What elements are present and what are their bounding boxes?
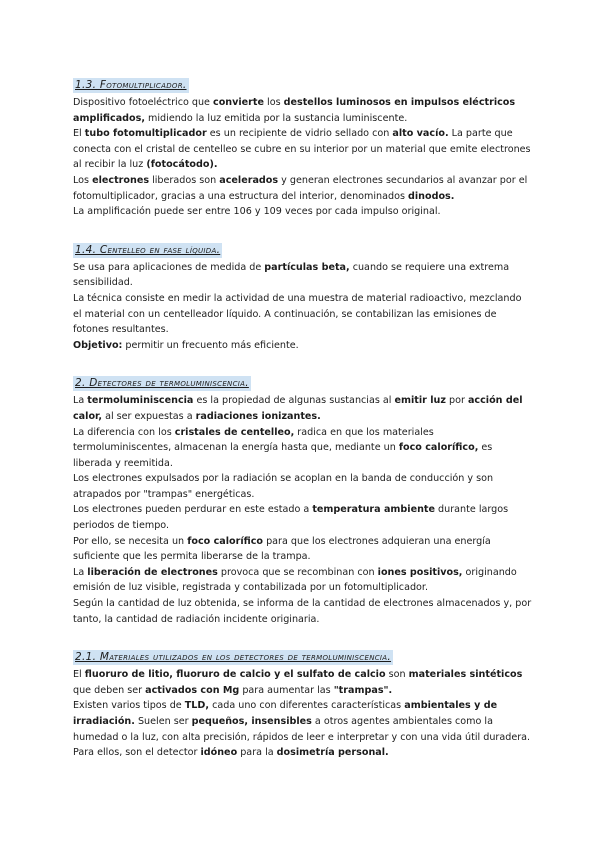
section-heading: 1.4. Centelleo en fase líquida. bbox=[75, 243, 221, 256]
text-run: cada uno con diferentes características bbox=[209, 700, 405, 712]
bold-text: pequeños, insensibles bbox=[191, 716, 312, 727]
bold-text: activados con Mg bbox=[145, 684, 240, 696]
text-run: Existen varios tipos de bbox=[73, 700, 185, 712]
text-run: a otros agentes ambientales como la humedad o la luz, con alta precisión, rápidos de leer e interpretar y con una vida útil duradera. Para ellos, son el detector bbox=[73, 716, 531, 759]
paragraph bbox=[73, 502, 533, 533]
text-run: y generan electrones secundarios al avanzar por el fotomultiplicador, gracias a una estructura del interior, denominados bbox=[73, 174, 528, 202]
text-run: los bbox=[264, 97, 284, 108]
paragraph bbox=[73, 698, 533, 760]
text-run: Según la cantidad de luz obtenida, se informa de la cantidad de electrones almacenados y, por tanto, la cantidad de radiación incidente originaria. bbox=[73, 598, 532, 625]
section bbox=[73, 371, 533, 627]
section bbox=[73, 73, 533, 220]
bold-text: termoluminiscencia bbox=[87, 395, 194, 407]
text-run: El bbox=[73, 128, 85, 140]
text-run: La bbox=[73, 395, 88, 407]
text-run: La bbox=[73, 566, 88, 578]
text-run: midiendo la luz emitida por la sustancia luminiscente. bbox=[145, 112, 408, 124]
paragraph bbox=[73, 204, 533, 220]
text-run: que deben ser bbox=[73, 684, 146, 696]
section bbox=[73, 645, 533, 761]
bold-text: radiaciones ionizantes. bbox=[195, 410, 321, 422]
bold-text: TLD, bbox=[184, 700, 210, 712]
bold-text: materiales sintéticos bbox=[408, 669, 523, 681]
paragraph bbox=[73, 338, 533, 354]
text-run: son bbox=[385, 669, 409, 681]
text-run: provoca que se recombinan con bbox=[217, 566, 378, 578]
text-run: El bbox=[73, 669, 85, 681]
bold-text: destellos luminosos en impulsos eléctricos amplificados, bbox=[73, 97, 516, 124]
paragraph bbox=[73, 126, 533, 173]
paragraph bbox=[73, 565, 533, 596]
paragraph bbox=[73, 425, 533, 472]
text-run: Se usa para aplicaciones de medida de bbox=[73, 261, 265, 273]
bold-text: liberación de electrones bbox=[87, 566, 218, 578]
text-run: para la bbox=[237, 747, 277, 759]
bold-text: emitir luz bbox=[394, 395, 446, 407]
text-run: liberados son bbox=[149, 174, 220, 186]
text-run: Suelen ser bbox=[134, 716, 192, 727]
document-page bbox=[73, 73, 533, 779]
section-heading: 1.3. Fotomultiplicador. bbox=[75, 79, 187, 91]
bold-text: foco calorífico bbox=[187, 535, 264, 547]
text-run: La técnica consiste en medir la actividad de una muestra de material radioactivo, mezclando el material con un centelleador líquido. A continuación, se contabilizan las emisiones de fotones resultantes. bbox=[73, 292, 522, 336]
text-run: Los electrones expulsados por la radiación se acoplan en la banda de conducción y son atrapados por "trampas" energéticas. bbox=[73, 473, 494, 500]
bold-text: dosimetría personal. bbox=[276, 747, 389, 759]
text-run: al ser expuestas a bbox=[102, 410, 196, 422]
bold-text: ambientales y de irradiación. bbox=[73, 700, 498, 727]
text-run: Dispositivo fotoeléctrico que bbox=[73, 97, 214, 108]
bold-text: electrones bbox=[92, 174, 150, 186]
bold-text: cristales de centelleo, bbox=[174, 426, 295, 438]
text-run: es la propiedad de algunas sustancias al bbox=[193, 395, 395, 407]
text-run: para aumentar las bbox=[239, 684, 334, 696]
paragraph bbox=[73, 596, 533, 627]
bold-text: (fotocátodo). bbox=[146, 159, 218, 171]
section-heading: 2. Detectores de termoluminiscencia. bbox=[75, 377, 249, 390]
bold-text: foco calorífico, bbox=[398, 442, 479, 454]
text-run: Los bbox=[73, 174, 93, 186]
text-run: Por ello, se necesita un bbox=[73, 535, 188, 547]
text-run: permitir un frecuento más eficiente. bbox=[122, 339, 299, 351]
paragraph bbox=[73, 667, 533, 698]
paragraph bbox=[73, 173, 533, 204]
text-run: cuando se requiere una extrema sensibilidad. bbox=[73, 261, 510, 289]
text-run: Los electrones pueden perdurar en este estado a bbox=[73, 504, 313, 516]
bold-text: idóneo bbox=[200, 747, 238, 759]
text-run: es liberada y reemitida. bbox=[73, 442, 493, 469]
text-run: radica en que los materiales termoluminiscentes, almacenan la energía hasta que, mediante un bbox=[73, 426, 434, 454]
text-run: originando emisión de luz visible, registrada y contabilizada por un fotomultiplicador. bbox=[73, 566, 517, 594]
text-run: La parte que conecta con el cristal de centelleo se cubre en su interior por un material que emite electrones al recibir la luz bbox=[73, 128, 531, 171]
bold-text: "trampas". bbox=[333, 684, 393, 696]
text-run: para que los electrones adquieran una energía suficiente que les permita liberarse de la trampa. bbox=[73, 535, 491, 563]
bold-text: tubo fotomultiplicador bbox=[84, 128, 207, 140]
text-run: La amplificación puede ser entre 106 y 109 veces por cada impulso original. bbox=[73, 206, 441, 218]
paragraph bbox=[73, 95, 533, 126]
paragraph bbox=[73, 291, 533, 338]
text-run: es un recipiente de vidrio sellado con bbox=[206, 128, 393, 140]
bold-text: temperatura ambiente bbox=[312, 504, 435, 516]
paragraph bbox=[73, 471, 533, 502]
bold-text: Objetivo: bbox=[73, 339, 123, 351]
text-run: durante largos periodos de tiempo. bbox=[73, 504, 509, 532]
bold-text: acelerados bbox=[219, 174, 279, 186]
section-heading: 2.1. Materiales utilizados en los detectores de termoluminiscencia. bbox=[75, 651, 392, 664]
bold-text: dinodos. bbox=[408, 190, 455, 202]
section bbox=[73, 238, 533, 354]
paragraph bbox=[73, 393, 533, 424]
bold-text: partículas beta, bbox=[264, 261, 350, 273]
text-run: La diferencia con los bbox=[73, 426, 175, 438]
bold-text: acción del calor, bbox=[73, 395, 523, 422]
bold-text: fluoruro de litio, fluoruro de calcio y el sulfato de calcio bbox=[84, 669, 386, 681]
paragraph bbox=[73, 260, 533, 291]
text-run: por bbox=[445, 395, 468, 407]
paragraph bbox=[73, 534, 533, 565]
bold-text: convierte bbox=[213, 97, 264, 108]
bold-text: iones positivos, bbox=[377, 566, 463, 578]
bold-text: alto vacío. bbox=[392, 128, 449, 140]
